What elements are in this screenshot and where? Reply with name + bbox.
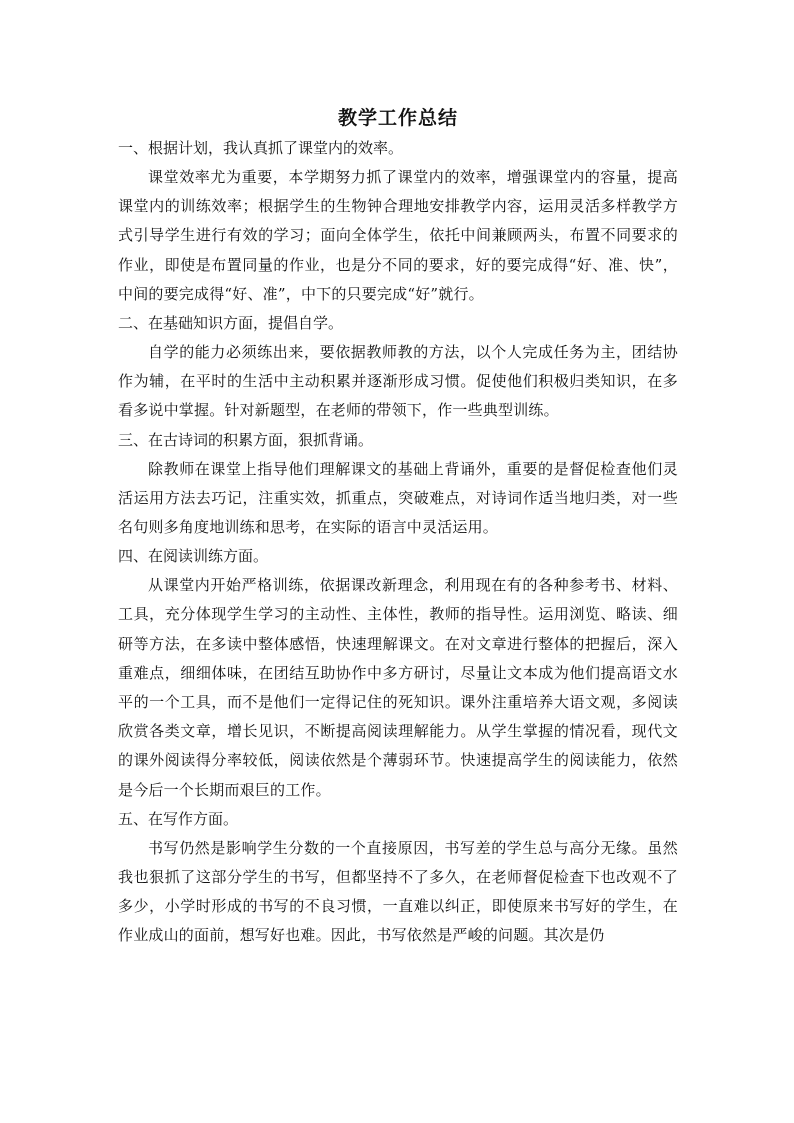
section-1-heading: 一、根据计划，我认真抓了课堂内的效率。 [118, 139, 404, 157]
section-5-body: 书写仍然是影响学生分数的一个直接原因，书写差的学生总与高分无缘。虽然我也狠抓了这部分学生的书写，但都坚持不了多久，在老师督促检查下也改观不了多少，小学时形成的书写的不良习惯，一直难以纠正，即使原来书写好的学生，在作业成山的面前，想写好也难。因此，书写依然是严峻的问题。其次是仍 [118, 838, 678, 945]
section-5-heading: 五、在写作方面。 [118, 809, 239, 828]
section-2-body: 自学的能力必须练出来，要依据教师教的方法，以个人完成任务为主，团结协作为辅，在平时的生活中主动积累并逐渐形成习惯。促使他们积极归类知识，在多看多说中掌握。针对新题型，在老师的带领下，作一些典型训练。 [118, 343, 678, 420]
document-title: 教学工作总结 [337, 107, 458, 129]
section-4-body: 从课堂内开始严格训练，依据课改新理念，利用现在有的各种参考书、材料、工具，充分体现学生学习的主动性、主体性，教师的指导性。运用浏览、略读、细研等方法，在多读中整体感悟，快速理解课文。在对文章进行整体的把握后，深入重难点，细细体味，在团结互助协作中多方研讨，尽量让文本成为他们提高语文水平的一个工具，而不是他们一定得记住的死知识。课外注重培养大语文观，多阅读欣赏各类文章，增长见识，不断提高阅读理解能力。从学生掌握的情况看，现代文的课外阅读得分率较低，阅读依然是个薄弱环节。快速提高学生的阅读能力，依然是今后一个长期而艰巨的工作。 [118, 576, 678, 799]
section-2-heading: 二、在基础知识方面，提倡自学。 [118, 314, 344, 333]
section-1-body: 课堂效率尤为重要，本学期努力抓了课堂内的效率，增强课堂内的容量，提高课堂内的训练效率；根据学生的生物钟合理地安排教学内容，运用灵活多样教学方式引导学生进行有效的学习；面向全体学生，依托中间兼顾两头，布置不同要求的作业，即使是布置同量的作业，也是分不同的要求，好的要完成得“好、准、快”，中间的要完成得“好、准”，中下的只要完成“好”就行。 [118, 168, 678, 303]
section-3-body: 除教师在课堂上指导他们理解课文的基础上背诵外，重要的是督促检查他们灵活运用方法去巧记，注重实效，抓重点，突破难点，对诗词作适当地归类，对一些名句则多角度地训练和思考，在实际的语言中灵活运用。 [118, 459, 678, 537]
document-page [118, 102, 678, 951]
section-4-heading: 四、在阅读训练方面。 [118, 547, 269, 566]
section-3-heading: 三、在古诗词的积累方面，狠抓背诵。 [118, 430, 374, 449]
